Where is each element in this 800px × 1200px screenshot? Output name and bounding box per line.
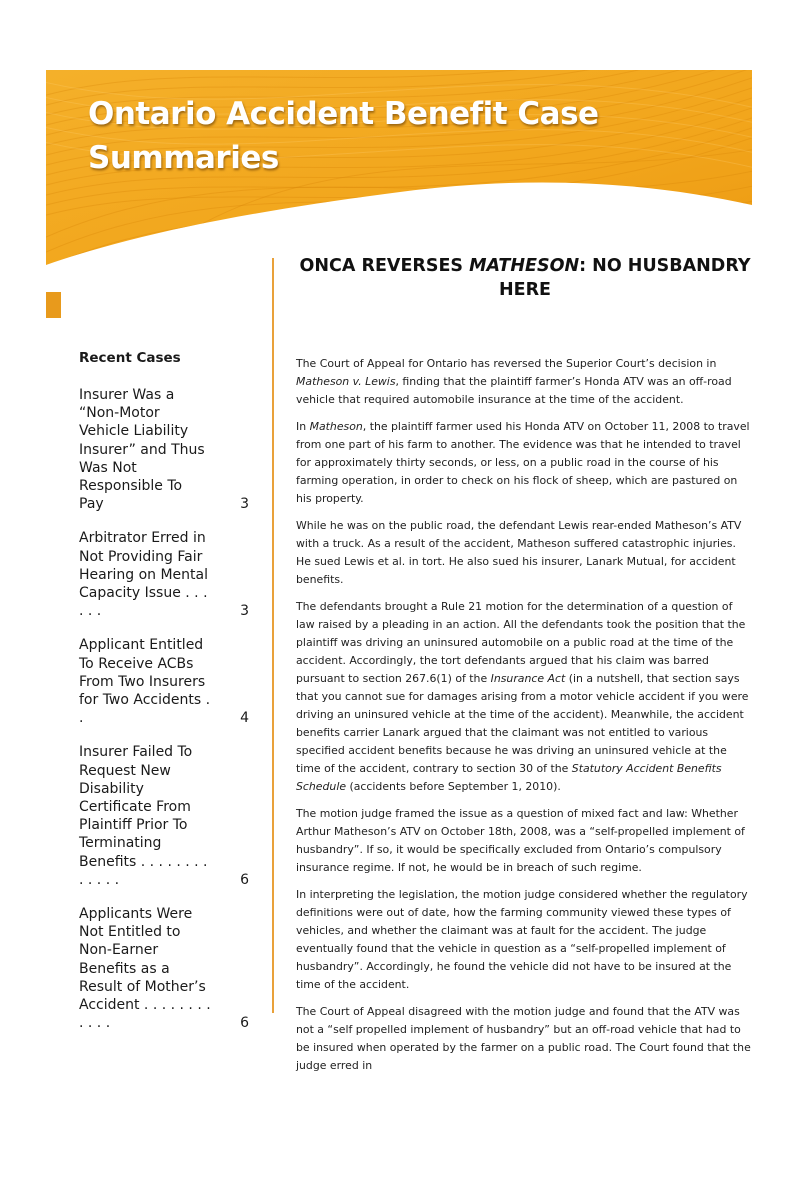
case-item[interactable]: [79, 386, 249, 513]
text: In: [296, 420, 310, 433]
paragraph: [296, 355, 754, 409]
article-title-prefix: ONCA REVERSES: [299, 256, 470, 276]
case-page-number: 6: [240, 871, 249, 888]
text: The defendants brought a Rule 21 motion for the determination of a question of law raised by a pleading in an action. All the defendants took the position that the plaintiff was driving an uninsured automobile on a public road at the time of the accident. Accordingly, the tort defendants argued that his claim was barred pursuant to section 267.6(1) of the: [296, 600, 746, 685]
publication-title-line-2: Summaries: [88, 140, 279, 176]
case-page-number: 6: [240, 1015, 249, 1032]
paragraph: In interpreting the legislation, the motion judge considered whether the regulatory definitions were out of date, how the farming community viewed these types of vehicles, and whether the claimant was at fault for the accident. The judge eventually found that the vehicle in question as a “self-propelled implement of husbandry”. Accordingly, he found the vehicle did not have to be insured at the time of the accident.: [296, 888, 748, 991]
case-item[interactable]: [79, 529, 249, 620]
text: , finding that the plaintiff farmer’s Honda ATV was an off-road vehicle that required automobile insurance at the time of the accident.: [296, 375, 732, 406]
text: (in a nutshell, that section says that you cannot sue for damages arising from a motor vehicle accident if you were driving an uninsured vehicle at the time of the accident). Meanwhile, the accident benefits carrier Lanark argued that the claimant was not entitled to various specified accident benefits because he was driving an uninsured vehicle at the time of the accident, contrary to section 30 of the: [296, 672, 749, 775]
case-title: Insurer Failed To Request New Disability Certificate From Plaintiff Prior To Terminating Benefits . . . . . . . . . . . . .: [79, 744, 208, 888]
case-title: Applicant Entitled To Receive ACBs From Two Insurers for Two Accidents . .: [79, 637, 211, 727]
case-name: Matheson v. Lewis: [296, 375, 396, 388]
accent-marker: [46, 292, 61, 318]
column-divider: [272, 258, 274, 1013]
article-title-suffix: : NO HUSBANDRY HERE: [498, 256, 751, 300]
case-page-number: 4: [240, 710, 249, 727]
text: , the plaintiff farmer used his Honda ATV on October 11, 2008 to travel from one part of his farm to another. The evidence was that he intended to travel for approximately thirty seconds, or less, on a public road in the course of his farming operation, in order to check on his flock of sheep, which are pastured on his property.: [296, 420, 750, 505]
text: The Court of Appeal for Ontario has reversed the Superior Court’s decision in: [296, 357, 717, 370]
paragraph: The motion judge framed the issue as a question of mixed fact and law: Whether Arthur Matheson’s ATV on October 18th, 2008, was a “self-propelled implement of husbandry”. If so, it would be specifically excluded from Ontario’s compulsory insurance regime. If not, he would be in breach of such regime.: [296, 807, 745, 874]
paragraph: The Court of Appeal disagreed with the motion judge and found that the ATV was not a “self propelled implement of husbandry” but an off-road vehicle that had to be insured when operated by the farmer on a public road. The Court found that the judge erred in: [296, 1005, 751, 1072]
article-title: [296, 254, 754, 302]
article-body: [296, 355, 754, 1084]
recent-cases-heading: Recent Cases: [79, 350, 181, 366]
case-page-number: 3: [240, 496, 249, 513]
case-item[interactable]: [79, 905, 249, 1032]
recent-cases-sidebar: [79, 350, 249, 1049]
paragraph: [296, 418, 754, 508]
publication-title-line-1: Ontario Accident Benefit Case: [88, 96, 599, 132]
case-title: Arbitrator Erred in Not Providing Fair Hearing on Mental Capacity Issue . . . . . .: [79, 530, 208, 620]
case-item[interactable]: [79, 636, 249, 727]
case-title: Applicants Were Not Entitled to Non-Earner Benefits as a Result of Mother’s Accident . . . . . . . . . . . .: [79, 906, 211, 1032]
paragraph: While he was on the public road, the defendant Lewis rear-ended Matheson’s ATV with a truck. As a result of the accident, Matheson suffered catastrophic injuries. He sued Lewis et al. in tort. He also sued his insurer, Lanark Mutual, for accident benefits.: [296, 519, 742, 586]
article-title-italic: MATHESON: [469, 256, 580, 276]
case-title: Insurer Was a “Non-Motor Vehicle Liability Insurer” and Thus Was Not Responsible To Pay: [79, 387, 205, 513]
statute-name: Insurance Act: [490, 672, 566, 685]
publication-title: [88, 92, 599, 180]
case-page-number: 3: [240, 603, 249, 620]
text: (accidents before September 1, 2010).: [346, 780, 561, 793]
case-name: Matheson: [309, 420, 363, 433]
paragraph: [296, 598, 754, 796]
statute-name: Statutory Accident Benefits Schedule: [296, 762, 722, 793]
case-item[interactable]: [79, 743, 249, 889]
